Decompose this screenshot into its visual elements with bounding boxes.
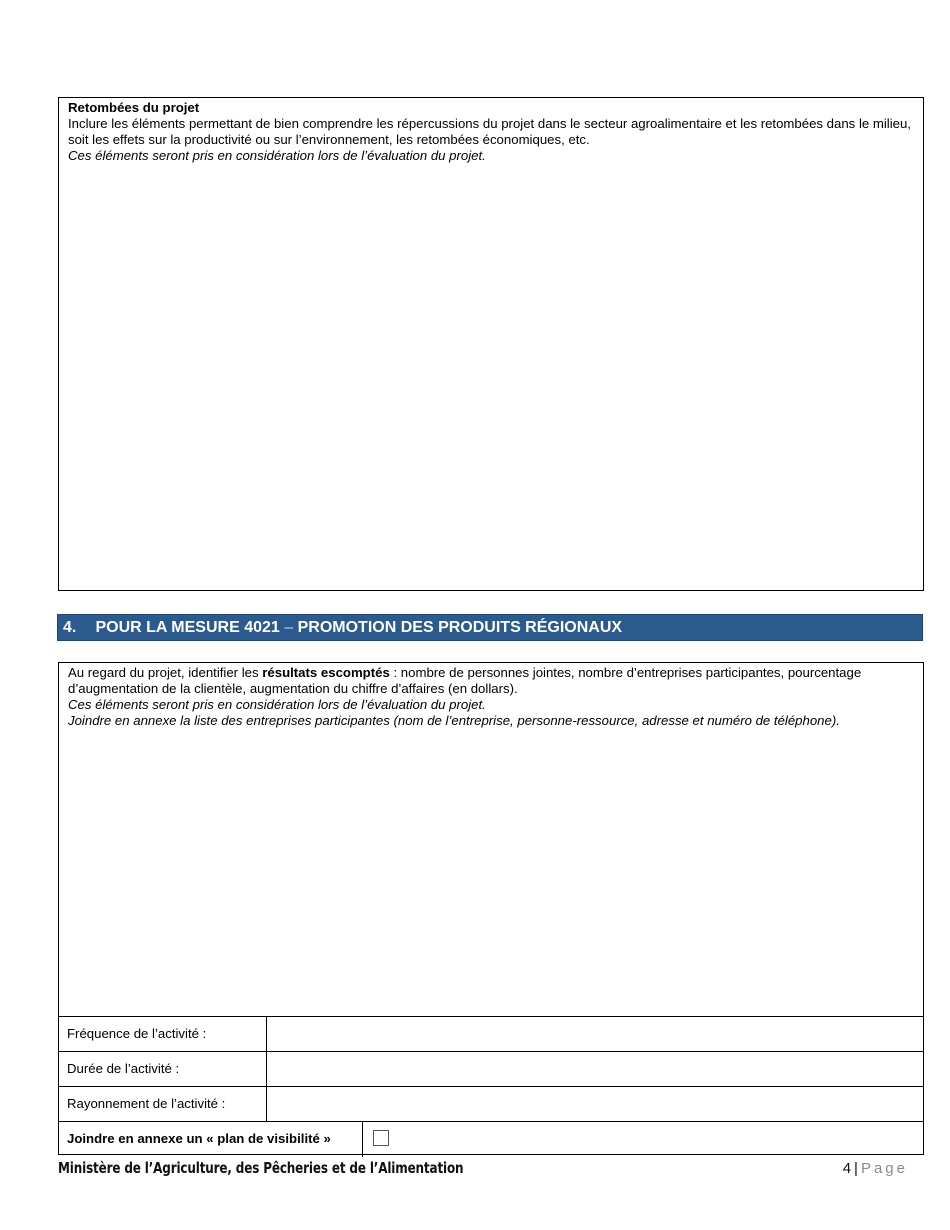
results-text-area[interactable]: [68, 665, 914, 729]
section-title-part1: POUR LA MESURE 4021: [95, 619, 280, 636]
reach-input[interactable]: [269, 1087, 923, 1122]
reach-row: [59, 1086, 923, 1122]
results-intro: [68, 665, 914, 697]
impact-note: Ces éléments seront pris en considération lors de l’évaluation du projet.: [68, 148, 486, 163]
impact-text-box[interactable]: [58, 97, 924, 591]
results-intro-end: : nombre de personnes jointes, nombre d’entreprises participantes, pourcentage d’augmentation de la clientèle, augmentation du chiffre d’affaires (en dollars).: [68, 665, 862, 696]
page-word: Page: [860, 1160, 908, 1177]
frequency-input[interactable]: [269, 1017, 923, 1052]
results-annex-note: Joindre en annexe la liste des entreprises participantes (nom de l’entreprise, personne-ressource, adresse et numéro de téléphone).: [68, 713, 840, 728]
section-header: [57, 614, 923, 641]
section-title-dash: –: [284, 619, 294, 636]
visibility-label: Joindre en annexe un « plan de visibilité »: [59, 1122, 363, 1157]
results-intro-start: Au regard du projet, identifier les: [68, 665, 263, 680]
page-number: 4: [842, 1160, 852, 1177]
visibility-row: [59, 1121, 923, 1157]
visibility-checkbox[interactable]: [373, 1130, 389, 1146]
results-note: Ces éléments seront pris en considération lors de l’évaluation du projet.: [68, 697, 486, 712]
results-form-table: [58, 662, 924, 1155]
footer-page: [843, 1160, 908, 1177]
footer-ministry: Ministère de l’Agriculture, des Pêcheries et de l’Alimentation: [58, 1159, 464, 1177]
section-title-part2: PROMOTION DES PRODUITS RÉGIONAUX: [297, 619, 623, 636]
frequency-label: Fréquence de l’activité :: [59, 1017, 267, 1052]
duration-label: Durée de l’activité :: [59, 1052, 267, 1087]
section-number: 4.: [63, 619, 77, 636]
reach-label: Rayonnement de l’activité :: [59, 1087, 267, 1122]
duration-row: [59, 1051, 923, 1087]
results-intro-bold: résultats escomptés: [262, 665, 390, 680]
impact-title: Retombées du projet: [68, 100, 200, 115]
frequency-row: [59, 1016, 923, 1052]
impact-description: Inclure les éléments permettant de bien comprendre les répercussions du projet dans le secteur agroalimentaire et les retombées dans le milieu, soit les effets sur la productivité ou sur l’environnement, les retombées économiques, etc.: [68, 116, 911, 147]
duration-input[interactable]: [269, 1052, 923, 1087]
page-separator: |: [854, 1160, 858, 1177]
